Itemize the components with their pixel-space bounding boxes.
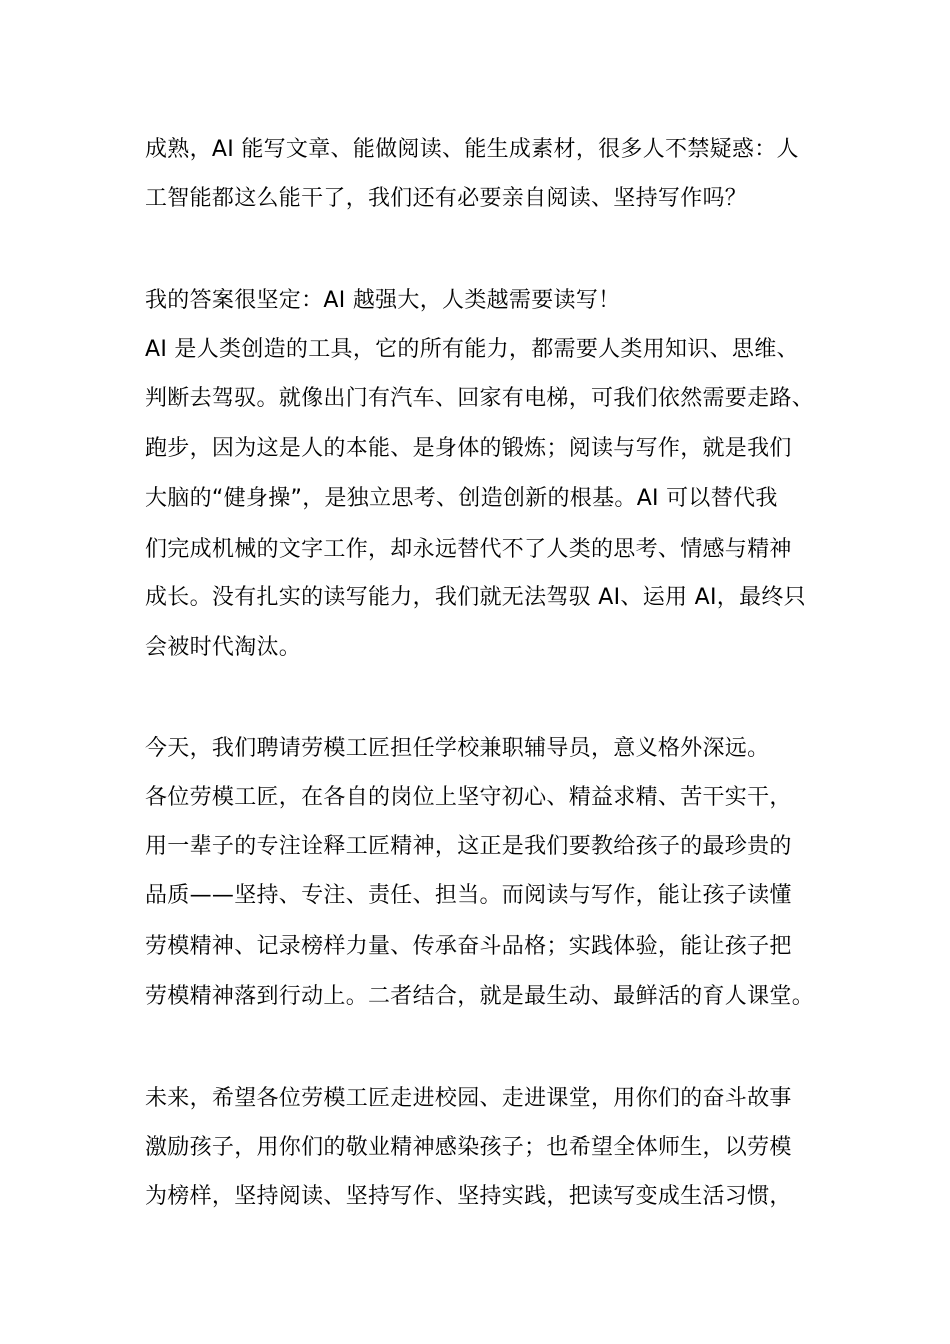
text-line: 品质——坚持、专注、责任、担当。而阅读与写作，能让孩子读懂 [145, 883, 792, 908]
text-line: 激励孩子，用你们的敬业精神感染孩子；也希望全体师生，以劳模 [145, 1135, 792, 1160]
text-line: 为榜样，坚持阅读、坚持写作、坚持实践，把读写变成生活习惯， [145, 1184, 792, 1209]
text-line: 我的答案很坚定：AI 越强大，人类越需要读写！ [145, 288, 621, 313]
text-line: 工智能都这么能干了，我们还有必要亲自阅读、坚持写作吗？ [145, 186, 748, 211]
text-line: 未来，希望各位劳模工匠走进校园、走进课堂，用你们的奋斗故事 [145, 1086, 792, 1111]
text-line: 用一辈子的专注诠释工匠精神，这正是我们要教给孩子的最珍贵的 [145, 834, 792, 859]
text-line: 会被时代淘汰。 [145, 635, 302, 660]
text-line: 成熟，AI 能写文章、能做阅读、能生成素材，很多人不禁疑惑：人 [145, 137, 799, 162]
text-line: 们完成机械的文字工作，却永远替代不了人类的思考、情感与精神 [145, 537, 792, 562]
text-line: 判断去驾驭。就像出门有汽车、回家有电梯，可我们依然需要走路、 [145, 386, 815, 411]
text-line: 各位劳模工匠，在各自的岗位上坚守初心、精益求精、苦干实干， [145, 785, 792, 810]
text-line: 劳模精神、记录榜样力量、传承奋斗品格；实践体验，能让孩子把 [145, 934, 792, 959]
text-line: 劳模精神落到行动上。二者结合，就是最生动、最鲜活的育人课堂。 [145, 984, 815, 1009]
text-line: 成长。没有扎实的读写能力，我们就无法驾驭 AI、运用 AI，最终只 [145, 585, 806, 610]
text-line: 今天，我们聘请劳模工匠担任学校兼职辅导员，意义格外深远。 [145, 736, 770, 761]
text-line: 大脑的“健身操”，是独立思考、创造创新的根基。AI 可以替代我 [145, 486, 778, 511]
text-line: AI 是人类创造的工具，它的所有能力，都需要人类用知识、思维、 [145, 337, 799, 362]
text-line: 跑步，因为这是人的本能、是身体的锻炼；阅读与写作，就是我们 [145, 436, 792, 461]
